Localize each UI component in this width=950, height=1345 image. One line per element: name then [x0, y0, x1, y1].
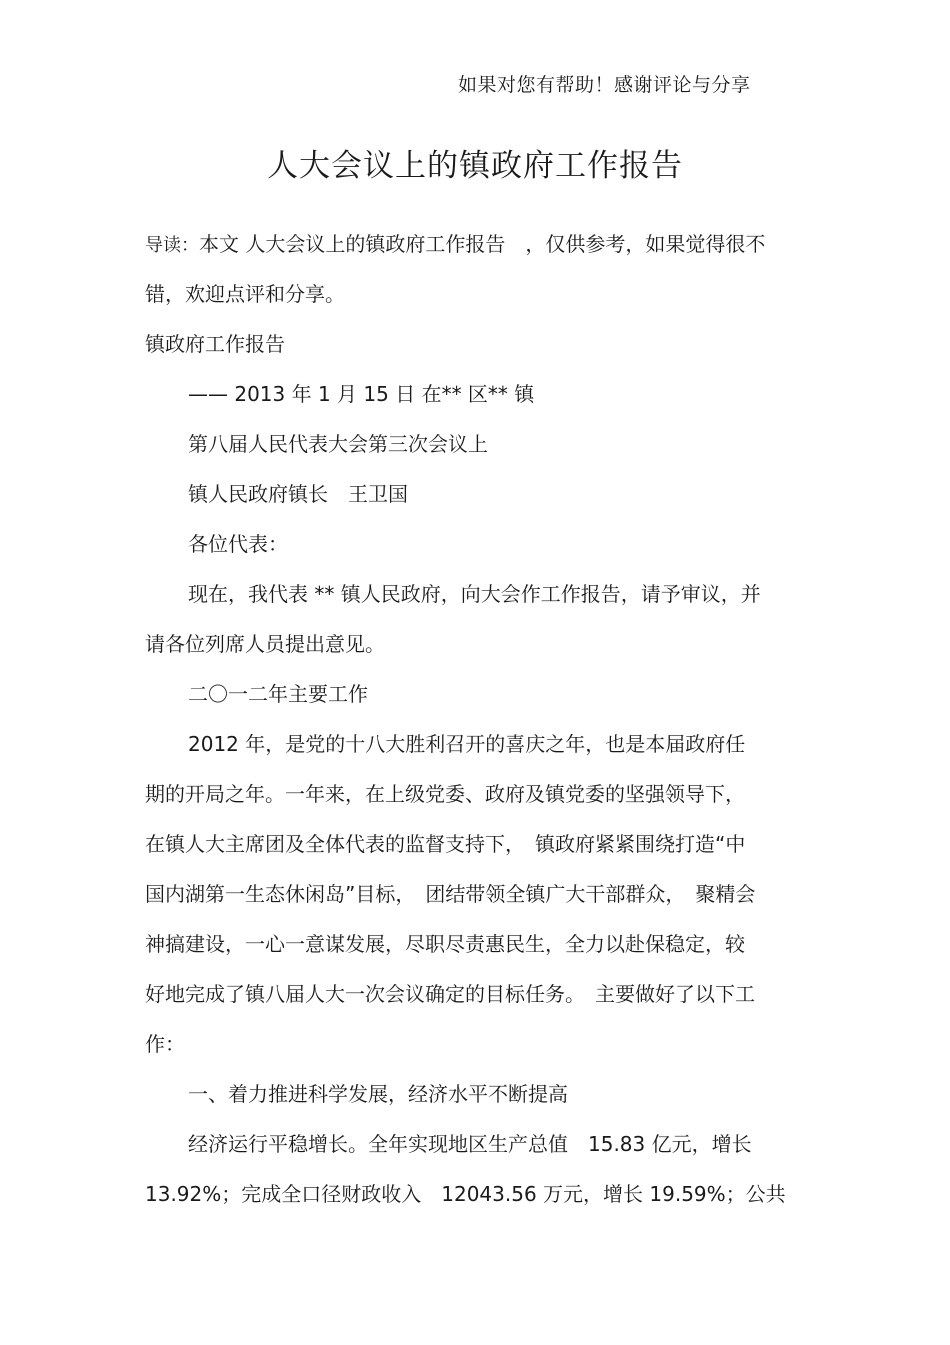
meeting-line: 第八届人民代表大会第三次会议上 [188, 432, 488, 456]
intro-paragraph-line: 错，欢迎点评和分享。 [145, 282, 345, 306]
body-line: 2012 年，是党的十八大胜利召开的喜庆之年，也是本届政府任 [188, 732, 746, 756]
body-line: 请各位列席人员提出意见。 [145, 632, 385, 656]
intro-text: 本文 人大会议上的镇政府工作报告 ，仅供参考，如果觉得很不 [199, 232, 766, 256]
section-heading: 镇政府工作报告 [145, 332, 285, 356]
speaker-line: 镇人民政府镇长 王卫国 [188, 482, 408, 506]
intro-paragraph-line [145, 230, 765, 260]
body-line: 在镇人大主席团及全体代表的监督支持下， 镇政府紧紧围绕打造“中 [145, 832, 746, 856]
subsection-heading: 一、着力推进科学发展，经济水平不断提高 [188, 1082, 568, 1106]
body-line: 作： [145, 1032, 185, 1056]
body-line: 13.92%；完成全口径财政收入 12043.56 万元，增长 19.59%；公共 [145, 1182, 786, 1206]
body-line: 现在，我代表 ** 镇人民政府，向大会作工作报告，请予审议，并 [188, 582, 761, 606]
body-line: 国内湖第一生态休闲岛”目标， 团结带领全镇广大干部群众， 聚精会 [145, 882, 756, 906]
salutation: 各位代表： [188, 532, 288, 556]
document-title: 人大会议上的镇政府工作报告 [267, 148, 683, 184]
body-line: 好地完成了镇八届人大一次会议确定的目标任务。 主要做好了以下工 [145, 982, 755, 1006]
body-line: 经济运行平稳增长。全年实现地区生产总值 15.83 亿元，增长 [188, 1132, 752, 1156]
body-line: 期的开局之年。一年来，在上级党委、政府及镇党委的坚强领导下， [145, 782, 745, 806]
body-line: 神搞建设，一心一意谋发展，尽职尽责惠民生，全力以赴保稳定，较 [145, 932, 745, 956]
date-location-line: —— 2013 年 1 月 15 日 在** 区** 镇 [188, 382, 535, 406]
subsection-heading: 二〇一二年主要工作 [188, 682, 368, 706]
intro-label: 导读： [145, 235, 199, 256]
header-note: 如果对您有帮助！感谢评论与分享 [458, 74, 751, 96]
